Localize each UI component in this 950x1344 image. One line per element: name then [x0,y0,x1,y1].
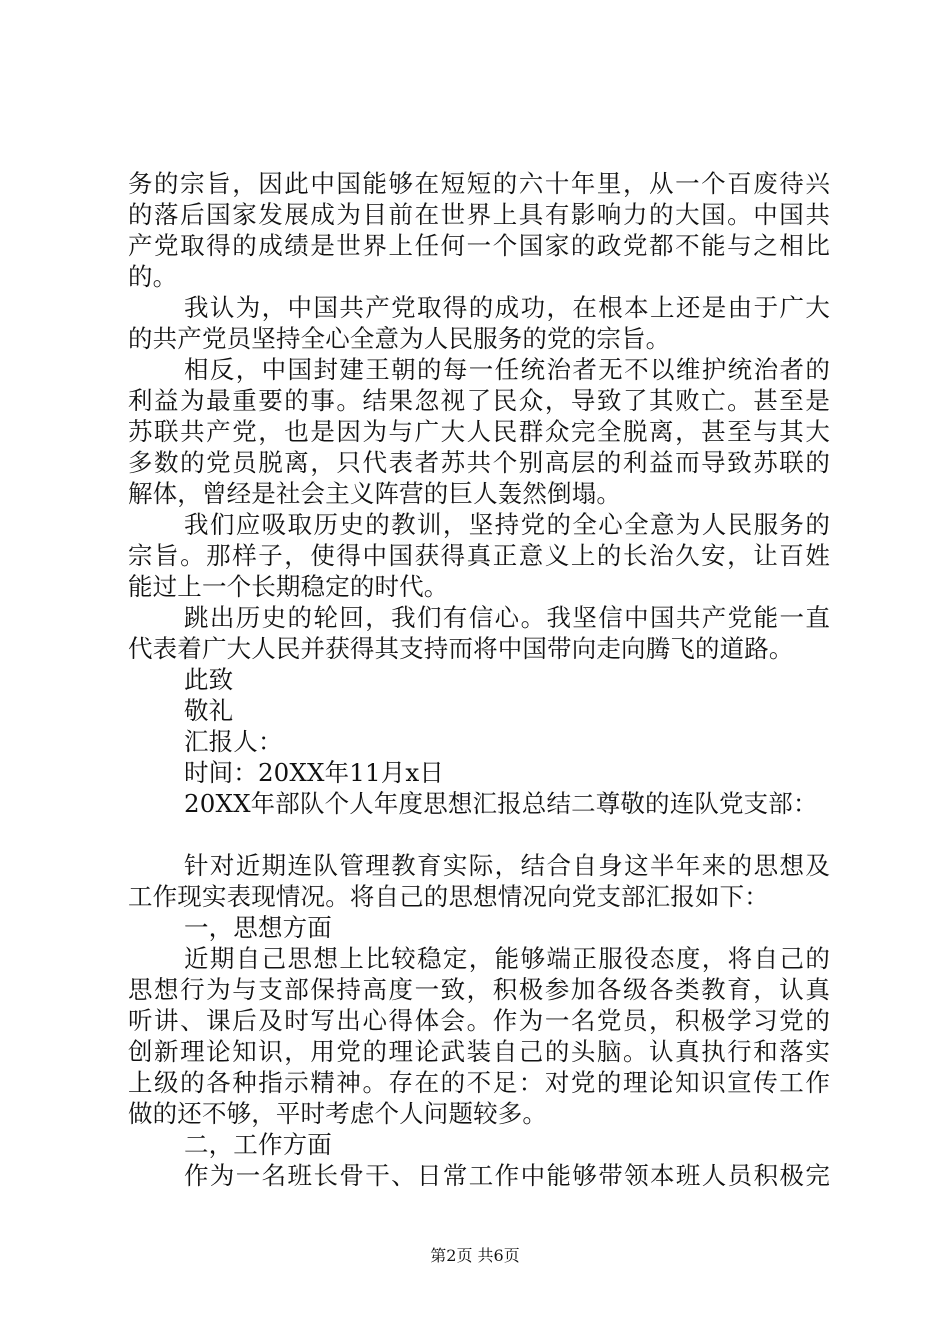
page-footer: 第2页 共6页 [430,1246,520,1265]
section-title-line: 20XX年部队个人年度思想汇报总结二尊敬的连队党支部： [184,789,818,818]
text-line: 创新理论知识，用党的理论武装自己的头脑。认真执行和落实 [128,1037,830,1066]
paragraph-start-line: 跳出历史的轮回，我们有信心。我坚信中国共产党能一直 [184,603,830,632]
section-heading-line: 一，思想方面 [184,913,332,942]
closing-line: 敬礼 [184,696,234,725]
text-line: 工作现实表现情况。将自己的思想情况向党支部汇报如下： [128,882,769,911]
text-line: 的共产党员坚持全心全意为人民服务的党的宗旨。 [128,324,671,353]
text-line: 的落后国家发展成为目前在世界上具有影响力的大国。中国共 [128,200,830,229]
document-body [128,168,830,1191]
text-line: 宗旨。那样子，使得中国获得真正意义上的长治久安，让百姓 [128,541,830,570]
text-line: 务的宗旨，因此中国能够在短短的六十年里，从一个百废待兴 [128,169,830,198]
paragraph-start-line: 我认为，中国共产党取得的成功，在根本上还是由于广大 [184,293,830,322]
blank-line [128,819,830,850]
text-line: 思想行为与支部保持高度一致，积极参加各级各类教育，认真 [128,975,830,1004]
paragraph-start-line: 针对近期连队管理教育实际，结合自身这半年来的思想及 [184,851,830,880]
text-line: 能过上一个长期稳定的时代。 [128,572,449,601]
paragraph-start-line: 作为一名班长骨干、日常工作中能够带领本班人员积极完 [184,1161,830,1190]
paragraph-start-line: 相反，中国封建王朝的每一任统治者无不以维护统治者的 [184,355,830,384]
section-heading-line: 二，工作方面 [184,1130,332,1159]
date-line: 时间：20XX年11月x日 [184,758,445,787]
text-line: 利益为最重要的事。结果忽视了民众，导致了其败亡。甚至是 [128,386,830,415]
text-line: 多数的党员脱离，只代表者苏共个别高层的利益而导致苏联的 [128,448,830,477]
closing-line: 此致 [184,665,234,694]
paragraph-start-line: 近期自己思想上比较稳定，能够端正服役态度，将自己的 [184,944,830,973]
text-line: 代表着广大人民并获得其支持而将中国带向走向腾飞的道路。 [128,634,794,663]
text-line: 产党取得的成绩是世界上任何一个国家的政党都不能与之相比 [128,231,830,260]
reporter-line: 汇报人： [184,727,283,756]
text-line: 做的还不够，平时考虑个人问题较多。 [128,1099,548,1128]
paragraph-start-line: 我们应吸取历史的教训，坚持党的全心全意为人民服务的 [184,510,830,539]
text-line: 上级的各种指示精神。存在的不足：对党的理论知识宣传工作 [128,1068,830,1097]
text-line: 解体，曾经是社会主义阵营的巨人轰然倒塌。 [128,479,621,508]
text-line: 的。 [128,262,178,291]
text-line: 听讲、课后及时写出心得体会。作为一名党员，积极学习党的 [128,1006,830,1035]
text-line: 苏联共产党，也是因为与广大人民群众完全脱离，甚至与其大 [128,417,830,446]
